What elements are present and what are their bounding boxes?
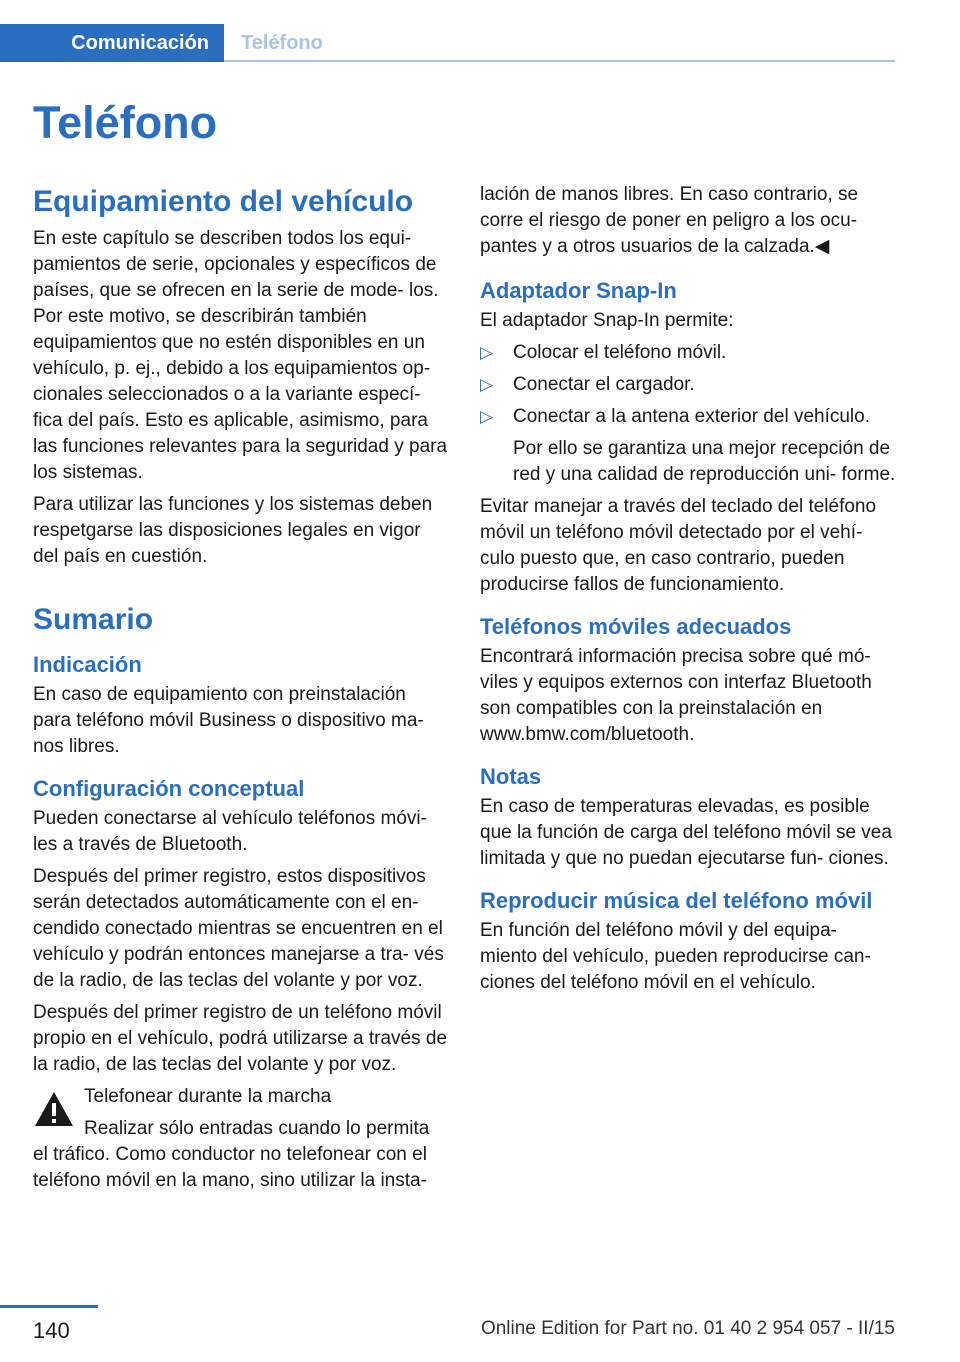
paragraph: En función del teléfono móvil y del equipa- miento del vehículo, pueden reproducirse can- ciones del teléfono móvil en el vehículo. bbox=[480, 920, 871, 993]
paragraph: Después del primer registro, estos dispositivos serán detectados automáticamente con el en- cendido conectado mientras se encuentren en el vehículo y podrán entonces manejarse a tra- vés de la radio, de las teclas del volante y por voz. bbox=[33, 866, 444, 991]
bullet-sub-paragraph: Por ello se garantiza una mejor recepción de red y una calidad de reproducción uni- forme. bbox=[513, 438, 896, 485]
page-number: 140 bbox=[33, 1318, 70, 1343]
right-column bbox=[480, 182, 896, 1002]
section-tab: Comunicación bbox=[0, 24, 224, 62]
paragraph: Pueden conectarse al vehículo teléfonos móvi- les a través de Bluetooth. bbox=[33, 808, 427, 855]
chapter-tab: Teléfono bbox=[241, 32, 323, 54]
heading-equipamiento: Equipamiento del vehículo bbox=[33, 185, 414, 218]
heading-snap-in: Adaptador Snap-In bbox=[480, 278, 677, 303]
heading-moviles: Teléfonos móviles adecuados bbox=[480, 614, 792, 639]
list-item: ▷ Conectar a la antena exterior del vehículo. bbox=[480, 404, 896, 430]
warning-title: Telefonear durante la marcha bbox=[84, 1086, 332, 1107]
chapter-title: Teléfono bbox=[33, 97, 218, 148]
heading-sumario: Sumario bbox=[33, 603, 154, 636]
paragraph: En este capítulo se describen todos los equi- pamientos de serie, opcionales y específicos de países, que se ofrecen en la serie de mode- los. Por este motivo, se describirán también equipamientos que no estén disponibles en un vehículo, p. ej., debido a los equipamientos op- cionales seleccionados o a la variante especí- fica del país. Esto es aplicable, asimismo, para las funciones relevantes para la seguridad y para los sistemas. bbox=[33, 228, 448, 483]
warning-icon bbox=[33, 1090, 75, 1128]
paragraph: Encontrará información precisa sobre qué mó- viles y equipos externos con interfaz Bluetooth son compatibles con la preinstalación en www.bmw.com/bluetooth. bbox=[480, 646, 872, 745]
paragraph: lación de manos libres. En caso contrario, se corre el riesgo de poner en peligro a los ocu- pantes y a otros usuarios de la calzada.◀ bbox=[480, 184, 859, 257]
paragraph: En caso de equipamiento con preinstalación para teléfono móvil Business o dispositivo ma- nos libres. bbox=[33, 684, 424, 757]
paragraph: Después del primer registro de un teléfono móvil propio en el vehículo, podrá utilizarse a través de la radio, de las teclas del volante y por voz. bbox=[33, 1002, 448, 1075]
paragraph: En caso de temperaturas elevadas, es posible que la función de carga del teléfono móvil se vea limitada y que no puedan ejecutarse fun- ciones. bbox=[480, 796, 892, 869]
header-rule bbox=[224, 60, 895, 62]
bullet-list bbox=[480, 340, 896, 430]
heading-indicacion: Indicación bbox=[33, 652, 142, 677]
bullet-triangle-icon: ▷ bbox=[480, 407, 494, 426]
paragraph: El adaptador Snap-In permite: bbox=[480, 310, 734, 331]
warning-text: Realizar sólo entradas cuando lo permita el tráfico. Como conductor no telefonear con el teléfono móvil en la mano, sino utilizar la insta- bbox=[33, 1118, 430, 1191]
bullet-triangle-icon: ▷ bbox=[480, 375, 494, 394]
paragraph: Evitar manejar a través del teclado del teléfono móvil un teléfono móvil detectado por el vehí- culo puesto que, en caso contrario, pueden producirse fallos de funcionamiento. bbox=[480, 496, 877, 595]
header-bar bbox=[0, 24, 895, 62]
left-column bbox=[33, 182, 449, 1200]
bullet-triangle-icon: ▷ bbox=[480, 343, 494, 362]
warning-box bbox=[33, 1084, 449, 1194]
list-item: ▷ Colocar el teléfono móvil. bbox=[480, 340, 896, 366]
paragraph: Para utilizar las funciones y los sistemas deben respetgarse las disposiciones legales en vigor del país en cuestión. bbox=[33, 494, 433, 567]
list-item: ▷ Conectar el cargador. bbox=[480, 372, 896, 398]
edition-note: Online Edition for Part no. 01 40 2 954 057 - II/15 bbox=[480, 1318, 895, 1339]
heading-notas: Notas bbox=[480, 764, 542, 789]
heading-musica: Reproducir música del teléfono móvil bbox=[480, 888, 873, 913]
footer-rule bbox=[0, 1305, 98, 1308]
heading-configuracion: Configuración conceptual bbox=[33, 776, 305, 801]
